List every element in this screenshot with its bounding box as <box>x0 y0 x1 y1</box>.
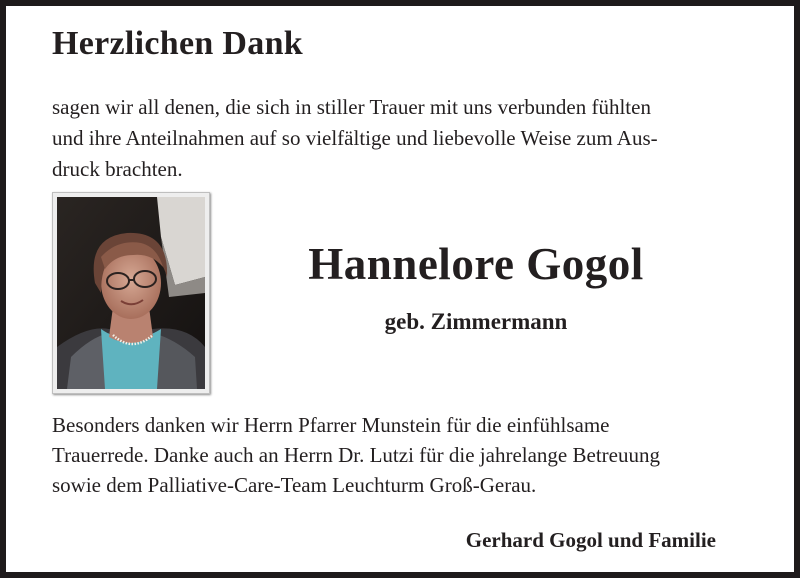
thanks-line: sowie dem Palliative-Care-Team Leuchturm Groß-Gerau. <box>52 473 537 497</box>
notice-heading: Herzlichen Dank <box>52 25 303 62</box>
family-signature: Gerhard Gogol und Familie <box>465 528 716 552</box>
intro-line: und ihre Anteilnahmen auf so vielfältige und liebevolle Weise zum Aus- <box>52 126 658 150</box>
intro-line: sagen wir all denen, die sich in stiller Trauer mit uns verbunden fühlten <box>52 95 651 119</box>
portrait-image <box>57 197 205 389</box>
deceased-name: Hannelore Gogol <box>308 239 644 289</box>
thanks-line: Besonders danken wir Herrn Pfarrer Munstein für die einfühlsame <box>52 413 610 437</box>
maiden-name: geb. Zimmermann <box>384 309 568 334</box>
portrait-photo <box>52 192 210 394</box>
intro-paragraph <box>52 92 772 185</box>
thanks-line: Trauerrede. Danke auch an Herrn Dr. Lutzi für die jahrelange Betreuung <box>52 443 660 467</box>
intro-line: druck brachten. <box>52 157 183 181</box>
thanks-paragraph <box>52 410 772 500</box>
